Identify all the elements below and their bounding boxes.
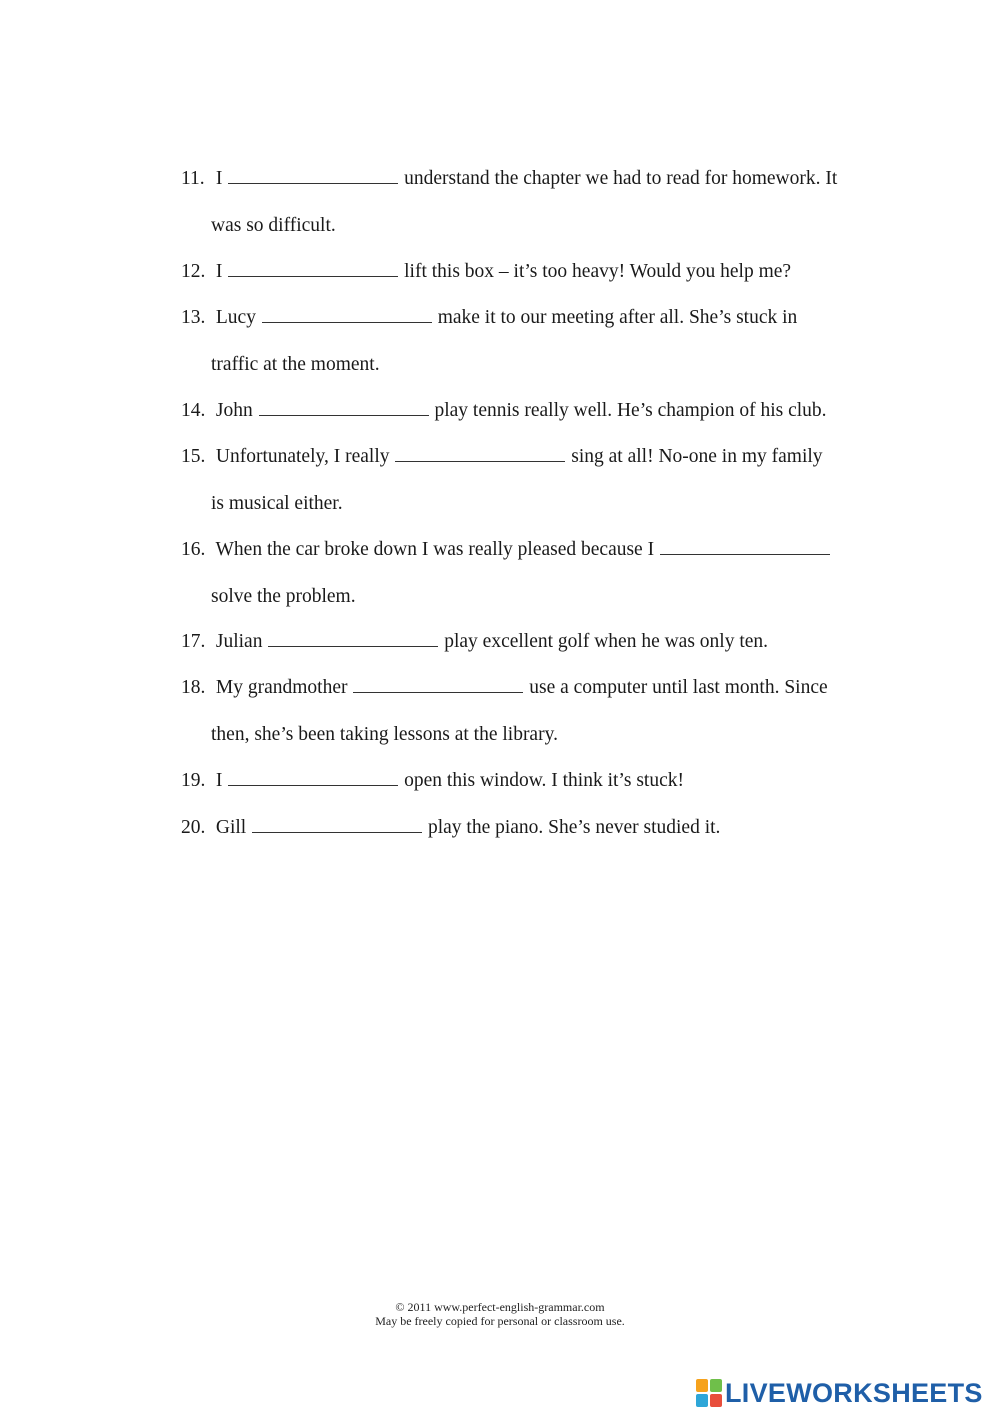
- question-text-before: I: [215, 770, 223, 791]
- question-20: [181, 805, 861, 852]
- question-text-before: Unfortunately, I really: [215, 446, 390, 467]
- question-text-after: play excellent golf when he was only ten.: [444, 631, 769, 652]
- question-text-before: Gill: [215, 817, 247, 838]
- liveworksheets-brand[interactable]: [696, 1377, 996, 1409]
- question-number: 18.: [181, 677, 206, 698]
- question-14: [181, 388, 861, 435]
- brand-name: LIVEWORKSHEETS: [725, 1377, 983, 1408]
- question-11: [181, 156, 861, 249]
- question-continuation: traffic at the moment.: [211, 353, 380, 375]
- answer-blank[interactable]: [228, 260, 398, 277]
- question-text-before: Julian: [215, 631, 263, 652]
- question-text-after: sing at all! No-one in my family: [571, 446, 823, 467]
- question-text-after: understand the chapter we had to read for homework. It: [404, 168, 838, 189]
- question-text-after: lift this box – it’s too heavy! Would you help me?: [404, 261, 792, 282]
- answer-blank[interactable]: [259, 399, 429, 416]
- question-text-after: use a computer until last month. Since: [529, 677, 828, 698]
- answer-blank[interactable]: [268, 630, 438, 647]
- question-number: 20.: [181, 817, 206, 838]
- footer-copyright: © 2011 www.perfect-english-grammar.com: [395, 1300, 605, 1314]
- question-text-after: open this window. I think it’s stuck!: [404, 770, 684, 791]
- question-number: 16.: [181, 539, 206, 560]
- question-16: [181, 527, 861, 620]
- footer-usage-note: May be freely copied for personal or classroom use.: [375, 1314, 625, 1328]
- question-number: 11.: [181, 168, 205, 189]
- answer-blank[interactable]: [252, 816, 422, 833]
- answer-blank[interactable]: [228, 167, 398, 184]
- question-text-before: When the car broke down I was really pleased because I: [215, 539, 655, 560]
- question-text-before: My grandmother: [215, 677, 348, 698]
- answer-blank[interactable]: [262, 306, 432, 323]
- liveworksheets-logo-icon: [696, 1379, 722, 1407]
- question-number: 14.: [181, 400, 206, 421]
- question-15: [181, 434, 861, 527]
- question-13: [181, 295, 861, 388]
- question-text-before: John: [215, 400, 253, 421]
- question-12: [181, 249, 861, 296]
- question-17: [181, 619, 861, 666]
- question-number: 15.: [181, 446, 206, 467]
- question-continuation: was so difficult.: [211, 214, 336, 236]
- question-continuation: solve the problem.: [211, 585, 356, 607]
- question-continuation: is musical either.: [211, 492, 343, 514]
- answer-blank[interactable]: [395, 445, 565, 462]
- answer-blank[interactable]: [660, 538, 830, 555]
- question-19: [181, 758, 861, 805]
- answer-blank[interactable]: [228, 769, 398, 786]
- question-number: 19.: [181, 770, 206, 791]
- question-text-before: I: [215, 261, 223, 282]
- question-number: 12.: [181, 261, 206, 282]
- question-number: 17.: [181, 631, 206, 652]
- question-text-after: play the piano. She’s never studied it.: [427, 817, 721, 838]
- question-continuation: then, she’s been taking lessons at the library.: [211, 723, 558, 745]
- question-text-before: Lucy: [215, 307, 256, 328]
- answer-blank[interactable]: [353, 676, 523, 693]
- question-number: 13.: [181, 307, 206, 328]
- question-text-after: make it to our meeting after all. She’s stuck in: [437, 307, 798, 328]
- question-text-before: I: [215, 168, 223, 189]
- question-18: [181, 665, 861, 758]
- question-text-after: play tennis really well. He’s champion of his club.: [434, 400, 827, 421]
